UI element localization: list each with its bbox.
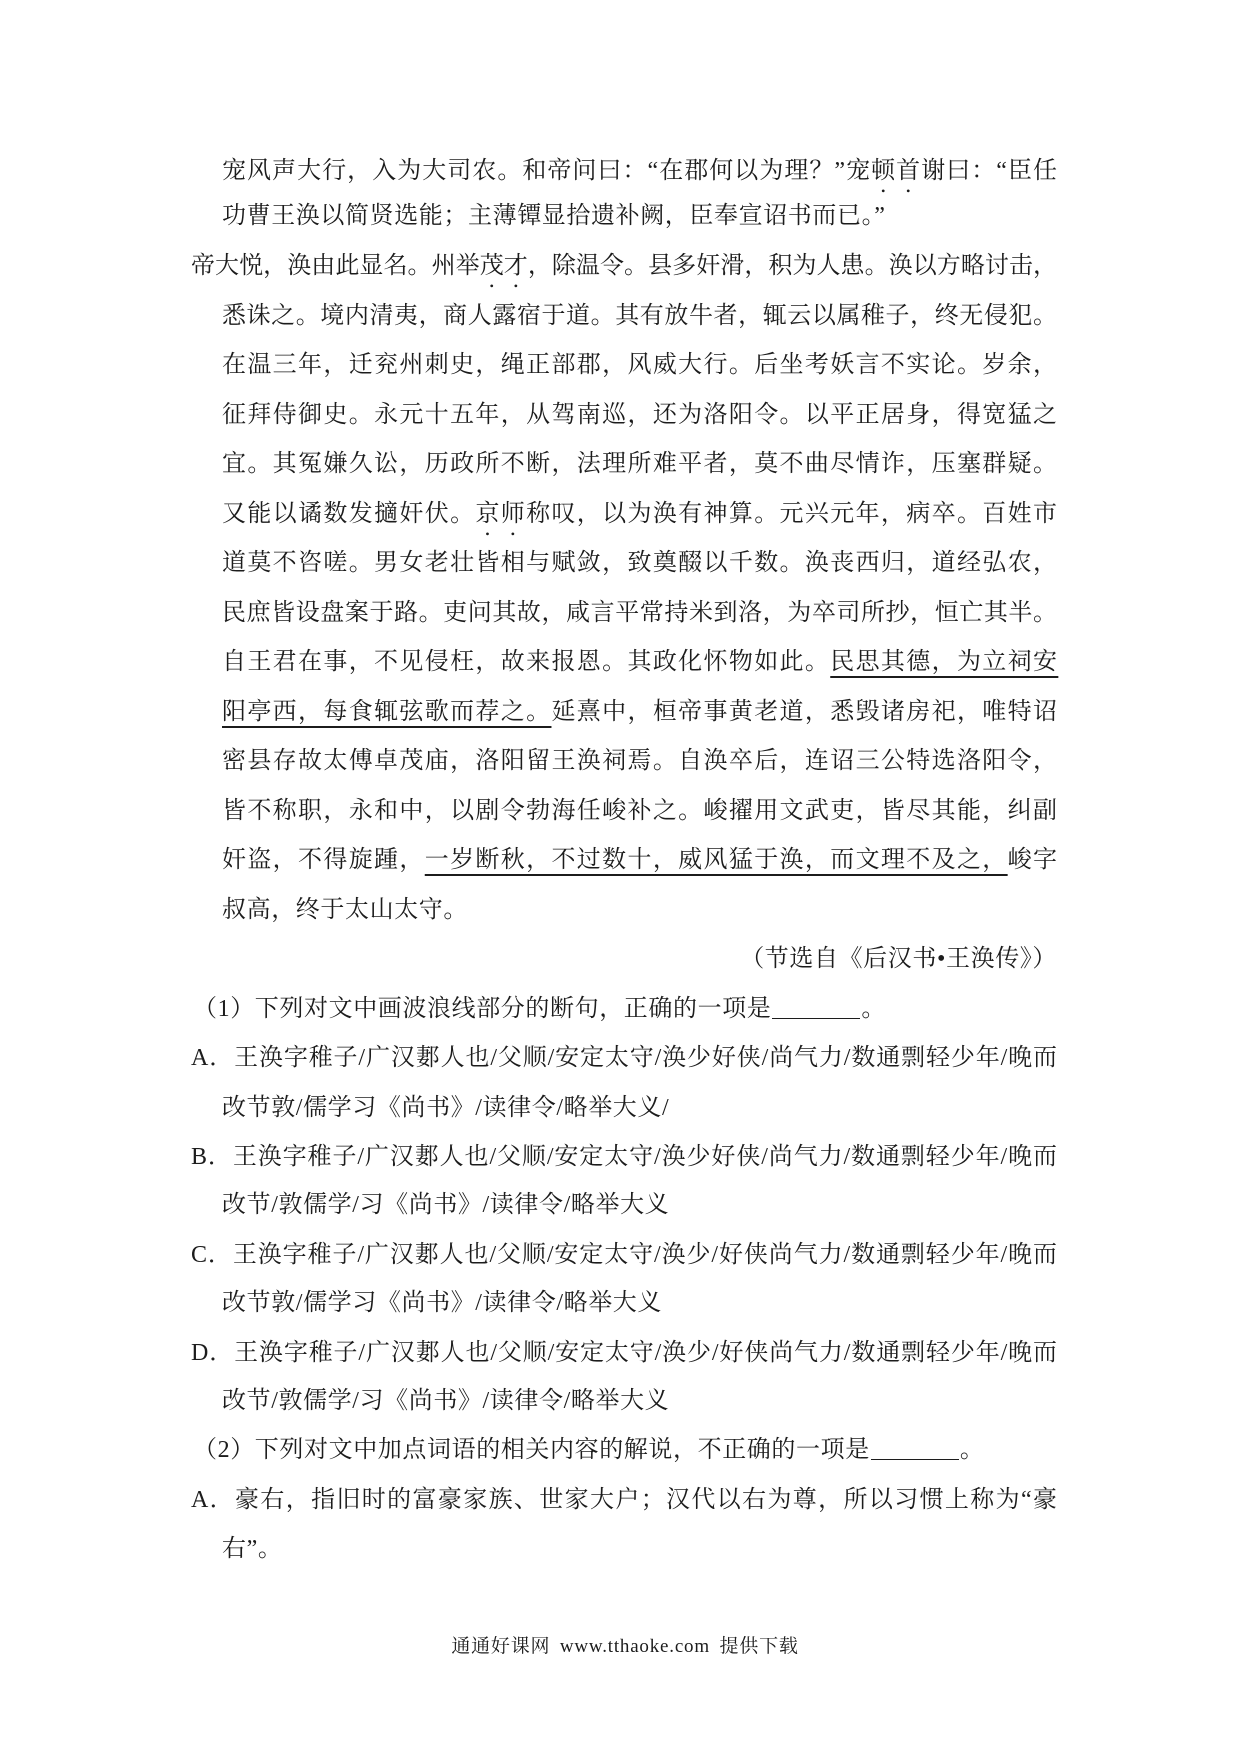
passage-line-6: 征拜侍御史。永元十五年，从驾南巡，还为洛阳令。以平正居身，得宽猛之 (222, 402, 1059, 428)
passage-line-8 (222, 494, 1057, 534)
option-label: B． (191, 1144, 233, 1170)
passage-line-4: 悉诛之。境内清夷，商人露宿于道。其有放牛者，辄云以属稚子，终无侵犯。 (222, 303, 1058, 329)
option-c-continued: 改节敦/儒学习《尚书》/读律令/略举大义 (222, 1290, 663, 1316)
passage-text: 自王君在事，不见侵枉，故来报恩。其政化怀物如此。 (222, 649, 831, 675)
passage-text: 延熹中，桓帝事黄老道，悉毁诸房祀，唯特诏 (551, 699, 1059, 725)
question-1-stem (193, 989, 1057, 1029)
underlined-sentence: 阳亭西，每食辄弦歌而荐之。 (222, 699, 552, 725)
passage-line-13: 密县存故太傅卓茂庙，洛阳留王涣祠焉。自涣卒后，连诏三公特选洛阳令， (222, 748, 1059, 774)
option-label: A． (191, 1487, 236, 1513)
option-text: 王涣字稚子/广汉郪人也/父顺/安定太守/涣少/好侠尚气力/数通剽轻少年/晚而 (232, 1242, 1058, 1268)
page-footer: 通通好课网 www.tthaoke.com 提供下载 (451, 1636, 799, 1657)
passage-text: 帝大悦，涣由此显名。州举 (191, 253, 480, 279)
option-text: 王涣字稚子/广汉郪人也/父顺/安定太守/涣少好侠/尚气力/数通剽轻少年/晚而 (234, 1045, 1058, 1071)
passage-text: 峻字 (1007, 847, 1059, 873)
passage-text: 宠风声大行，入为大司农。和帝问曰：“在郡何以为理？”宠 (222, 158, 872, 184)
passage-text: 又能以谲数发擿奸伏。 (222, 501, 476, 527)
option-d-continued: 改节/敦儒学/习《尚书》/读律令/略举大义 (222, 1388, 670, 1414)
passage-line-7: 宜。其冤嫌久讼，历政所不断，法理所难平者，莫不曲尽情诈，压塞群疑。 (222, 451, 1059, 477)
option-label: D． (191, 1340, 235, 1366)
option-b (191, 1137, 1057, 1177)
option-a (191, 1038, 1057, 1078)
passage-text: 奸盗，不得旋踵， (222, 847, 425, 873)
question-2-stem (193, 1430, 1057, 1470)
passage-line-1 (222, 151, 1057, 191)
passage-text: ，除温令。县多奸滑，积为人患。涣以方略讨击， (527, 253, 1058, 279)
option-a (191, 1480, 1057, 1520)
passage-text: 谢曰：“臣任 (921, 158, 1059, 184)
passage-line-2: 功曹王涣以简贤选能；主薄镡显拾遗补阙，臣奉宣诏书而已。” (222, 203, 886, 229)
answer-blank (772, 998, 860, 1019)
passage-line-14: 皆不称职，永和中，以剧令勃海任峻补之。峻擢用文武吏，皆尽其能，纠副 (222, 798, 1059, 824)
option-a-continued: 改节敦/儒学习《尚书》/读律令/略举大义/ (222, 1095, 670, 1121)
option-label: A． (191, 1045, 235, 1071)
dotted-word: 茂才 (479, 253, 528, 279)
passage-text: 称叹，以为涣有神算。元兴元年，病卒。百姓市 (526, 501, 1059, 527)
option-d (191, 1333, 1057, 1373)
option-text: 豪右，指旧时的富豪家族、世家大户；汉代以右为尊，所以习惯上称为“豪 (235, 1487, 1059, 1513)
underlined-sentence: 一岁断秋，不过数十，威风猛于涣，而文理不及之， (424, 847, 1008, 873)
answer-blank (871, 1439, 959, 1460)
passage-line-12 (222, 692, 1057, 732)
passage-line-10: 民庶皆设盘案于路。吏问其故，咸言平常持米到洛，为卒司所抄，恒亡其半。 (222, 600, 1058, 626)
passage-line-11 (222, 642, 1057, 682)
question-stem-text: （1）下列对文中画波浪线部分的断句，正确的一项是 (193, 996, 772, 1022)
passage-line-3 (191, 246, 1057, 286)
underlined-sentence: 民思其德，为立祠安 (830, 649, 1059, 675)
passage-line-15 (222, 840, 1057, 880)
option-text: 王涣字稚子/广汉郪人也/父顺/安定太守/涣少好侠/尚气力/数通剽轻少年/晚而 (232, 1144, 1058, 1170)
option-label: C． (191, 1242, 233, 1268)
option-a-continued: 右”。 (222, 1536, 283, 1562)
passage-line-9: 道莫不咨嗟。男女老壮皆相与赋敛，致奠醊以千数。涣丧西归，道经弘农， (222, 550, 1059, 576)
question-stem-end: 。 (959, 1437, 985, 1463)
dotted-word: 京师 (475, 501, 527, 527)
option-b-continued: 改节/敦儒学/习《尚书》/读律令/略举大义 (222, 1192, 670, 1218)
question-stem-text: （2）下列对文中加点词语的相关内容的解说，不正确的一项是 (193, 1437, 870, 1463)
passage-source: （节选自《后汉书•王涣传》） (740, 946, 1057, 972)
question-stem-end: 。 (861, 996, 887, 1022)
passage-line-16: 叔高，终于太山太守。 (222, 897, 468, 923)
option-text: 王涣字稚子/广汉郪人也/父顺/安定太守/涣少/好侠尚气力/数通剽轻少年/晚而 (234, 1340, 1058, 1366)
option-c (191, 1235, 1057, 1275)
dotted-word: 顿首 (871, 158, 922, 184)
passage-line-5: 在温三年，迁兖州刺史，绳正部郡，风威大行。后坐考妖言不实论。岁余， (222, 352, 1059, 378)
